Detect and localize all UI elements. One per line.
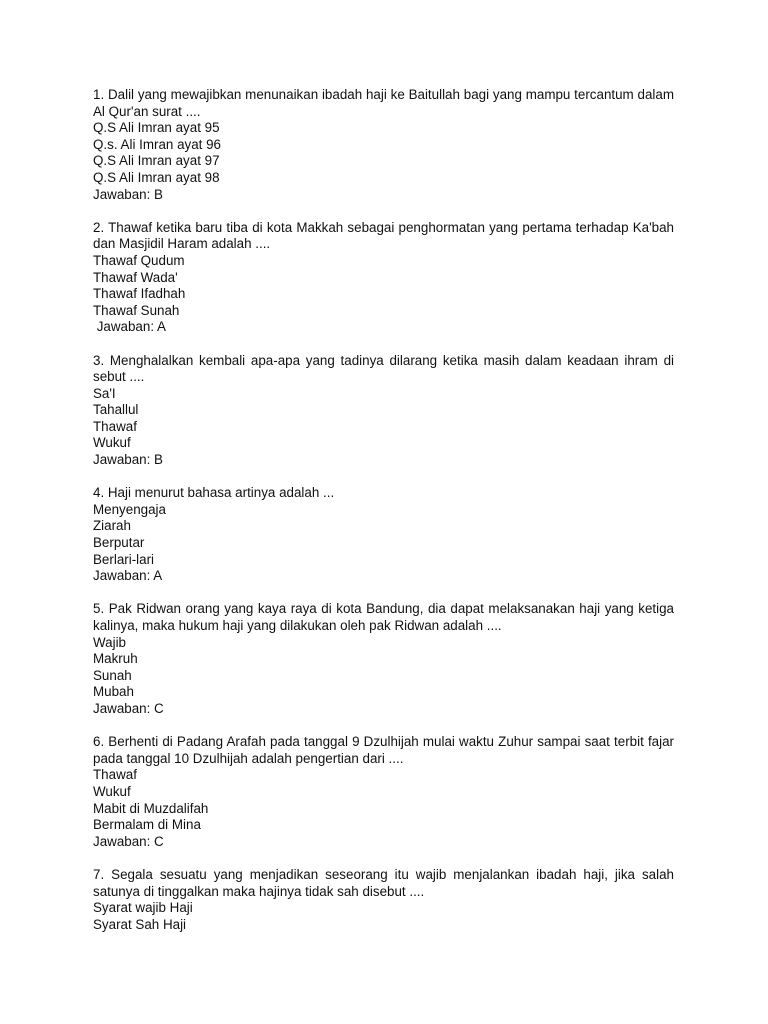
answer: Jawaban: C [93, 700, 164, 716]
question-text: 4. Haji menurut bahasa artinya adalah ... [93, 485, 335, 501]
option-b: Makruh [93, 651, 138, 667]
option-b: Ziarah [93, 518, 131, 534]
question-text: 3. Menghalalkan kembali apa-apa yang tadinya dilarang ketika masih dalam keadaan ihram di sebut .... [93, 352, 674, 385]
option-d: Berlari-lari [93, 551, 155, 567]
option-c: Mabit di Muzdalifah [93, 800, 209, 816]
question-1 [93, 87, 674, 203]
option-d: Q.S Ali Imran ayat 98 [93, 169, 220, 185]
question-7 [93, 867, 674, 933]
question-text: 7. Segala sesuatu yang menjadikan seseorang itu wajib menjalankan ibadah haji, jika salah satunya di tinggalkan maka hajinya tidak sah disebut .... [93, 866, 674, 899]
option-d: Mubah [93, 684, 134, 700]
question-text: 2. Thawaf ketika baru tiba di kota Makkah sebagai penghormatan yang pertama terhadap Ka'bah dan Masjidil Haram adalah .... [93, 219, 674, 252]
option-b: Thawaf Wada' [93, 269, 178, 285]
option-c: Thawaf [93, 418, 137, 434]
option-a: Menyengaja [93, 501, 166, 517]
answer: Jawaban: B [93, 452, 163, 468]
option-b: Tahallul [93, 402, 139, 418]
question-2 [93, 220, 674, 336]
question-3 [93, 353, 674, 469]
option-c: Sunah [93, 667, 132, 683]
question-text: 1. Dalil yang mewajibkan menunaikan ibadah haji ke Baitullah bagi yang mampu tercantum dalam Al Qur'an surat .... [93, 87, 674, 119]
question-5 [93, 601, 674, 717]
option-b: Wukuf [93, 783, 131, 799]
question-text: 5. Pak Ridwan orang yang kaya raya di kota Bandung, dia dapat melaksanakan haji yang ketiga kalinya, maka hukum haji yang dilakukan oleh pak Ridwan adalah .... [93, 601, 674, 633]
document-page [93, 87, 674, 950]
answer: Jawaban: A [93, 568, 163, 584]
option-a: Syarat wajib Haji [93, 900, 193, 916]
option-d: Thawaf Sunah [93, 302, 180, 318]
option-b: Q.s. Ali Imran ayat 96 [93, 136, 222, 152]
option-a: Q.S Ali Imran ayat 95 [93, 120, 220, 136]
option-d: Wukuf [93, 435, 131, 451]
option-c: Berputar [93, 535, 145, 551]
question-4 [93, 485, 674, 585]
answer: Jawaban: A [93, 319, 166, 335]
question-6 [93, 734, 674, 850]
option-a: Thawaf Qudum [93, 252, 185, 268]
option-a: Sa'I [93, 385, 116, 401]
option-c: Thawaf Ifadhah [93, 286, 186, 302]
option-a: Wajib [93, 634, 126, 650]
answer: Jawaban: B [93, 186, 163, 202]
option-d: Bermalam di Mina [93, 817, 201, 833]
question-text: 6. Berhenti di Padang Arafah pada tanggal 9 Dzulhijah mulai waktu Zuhur sampai saat terbit fajar pada tanggal 10 Dzulhijah adalah pengertian dari .... [93, 734, 674, 766]
option-a: Thawaf [93, 767, 137, 783]
option-b: Syarat Sah Haji [93, 916, 187, 932]
answer: Jawaban: C [93, 833, 164, 849]
option-c: Q.S Ali Imran ayat 97 [93, 153, 220, 169]
